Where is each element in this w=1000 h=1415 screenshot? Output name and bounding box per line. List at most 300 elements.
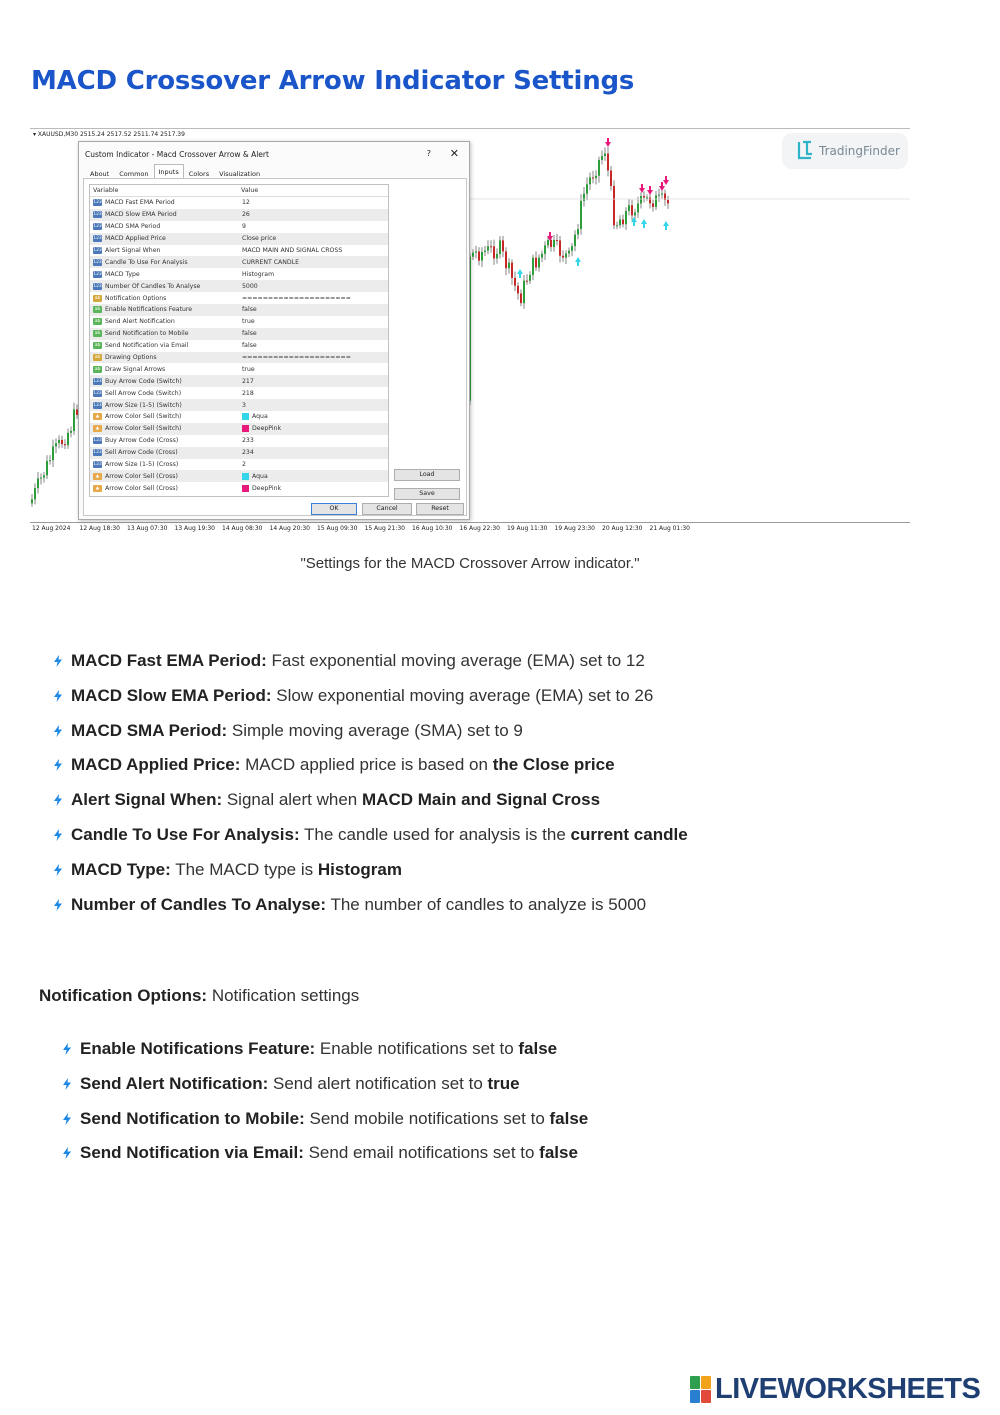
input-value[interactable] [242, 342, 257, 349]
list-item-text: MACD applied price is based on [240, 755, 493, 775]
list-item-label: MACD Slow EMA Period: [71, 685, 272, 705]
list-item-highlight: false [549, 1108, 589, 1128]
list-item-text: Slow exponential moving average (EMA) set to 26 [271, 685, 654, 705]
input-row[interactable] [90, 292, 388, 304]
candlestick [640, 192, 642, 208]
close-icon[interactable]: ✕ [449, 147, 459, 160]
candlestick [559, 236, 561, 262]
candlestick [541, 251, 543, 263]
list-item-highlight: the Close price [492, 755, 615, 775]
list-item [53, 825, 688, 860]
candlestick [31, 494, 33, 507]
input-value-text: 5000 [242, 282, 258, 290]
candlestick [643, 191, 645, 202]
candlestick [490, 240, 492, 253]
list-item-highlight: true [487, 1073, 520, 1093]
list-item [62, 1039, 588, 1074]
numeric-param-icon: 123 [93, 450, 102, 456]
input-value[interactable] [242, 330, 257, 337]
input-row[interactable] [90, 363, 388, 375]
candlestick [46, 455, 48, 479]
input-value[interactable] [242, 449, 254, 456]
list-item [53, 721, 688, 756]
candlestick [43, 472, 45, 483]
candlestick [478, 247, 480, 265]
list-item [53, 895, 688, 930]
input-value[interactable] [242, 366, 255, 373]
input-value-text: 233 [242, 437, 254, 445]
input-row[interactable] [90, 316, 388, 328]
list-item-label: Send Alert Notification: [80, 1073, 269, 1093]
liveworksheets-brand [690, 1373, 980, 1406]
candlestick [538, 254, 540, 271]
lightning-bolt-icon [53, 899, 63, 911]
input-value-text: true [242, 318, 255, 326]
separator-param-icon: ab [94, 355, 101, 361]
candlestick [553, 235, 555, 252]
input-row[interactable] [90, 399, 388, 411]
list-item-text: Send mobile notifications set to [304, 1108, 550, 1128]
input-row[interactable] [90, 268, 388, 280]
tradingfinder-logo [782, 133, 908, 169]
list-item [62, 1109, 588, 1144]
input-value[interactable] [242, 295, 351, 302]
list-item-highlight: MACD Main and Signal Cross [362, 790, 601, 810]
custom-indicator-dialog [78, 141, 470, 520]
sell-arrow-icon [647, 186, 653, 195]
candlestick [475, 246, 477, 258]
list-item-text: Enable notifications set to [315, 1039, 519, 1058]
candlestick [592, 171, 594, 184]
input-value[interactable] [242, 211, 250, 218]
input-variable-name: Arrow Size (1-5) (Cross) [105, 461, 179, 469]
input-variable-name: MACD SMA Period [105, 223, 161, 231]
candlestick [652, 200, 654, 212]
input-row[interactable] [90, 209, 388, 221]
candlestick [574, 230, 576, 251]
input-variable-name: Arrow Color Sell (Switch) [105, 425, 182, 433]
boolean-param-icon: ab [94, 319, 101, 325]
candlestick [64, 439, 66, 449]
input-value-text: DeepPink [252, 425, 282, 433]
candlestick [613, 180, 615, 229]
lightning-bolt-icon [53, 725, 63, 737]
color-param-icon: ▲ [93, 485, 102, 492]
input-row[interactable] [90, 256, 388, 268]
sell-arrow-icon [663, 176, 669, 185]
candlestick [604, 147, 606, 161]
input-variable-name: Buy Arrow Code (Switch) [105, 377, 182, 385]
cancel-button[interactable]: Cancel [362, 503, 412, 515]
input-variable-name: Buy Arrow Code (Cross) [105, 437, 179, 445]
input-variable-name: Arrow Size (1-5) (Switch) [105, 401, 182, 409]
time-axis-label: 13 Aug 07:30 [127, 525, 168, 532]
time-axis-label: 20 Aug 12:30 [602, 525, 643, 532]
buy-arrow-icon [641, 219, 647, 228]
time-axis-label: 14 Aug 20:30 [269, 525, 310, 532]
candlestick [496, 248, 498, 263]
numeric-param-icon: 123 [93, 248, 102, 253]
color-swatch [242, 485, 249, 492]
candlestick [622, 214, 624, 227]
indicator-screenshot [30, 128, 910, 537]
input-value[interactable] [242, 259, 299, 266]
list-item [62, 1074, 588, 1109]
input-row[interactable] [90, 280, 388, 292]
list-item-label: MACD Fast EMA Period: [71, 651, 267, 670]
input-value-text: false [242, 330, 257, 338]
dialog-tab-inputs[interactable]: Inputs [154, 164, 184, 182]
input-value[interactable] [242, 271, 274, 278]
sell-arrow-icon [659, 182, 665, 191]
candlestick [583, 187, 585, 207]
dialog-tab-common[interactable]: Common [119, 170, 149, 178]
input-value-text: false [242, 306, 257, 314]
input-row[interactable] [90, 197, 388, 209]
input-value-text: MACD MAIN AND SIGNAL CROSS [242, 247, 343, 254]
input-value-text: 3 [242, 401, 246, 409]
list-item-text: Fast exponential moving average (EMA) set to 12 [266, 651, 645, 670]
candlestick [586, 177, 588, 200]
list-item-text: Signal alert when [222, 790, 362, 810]
lightning-bolt-icon [53, 794, 63, 806]
time-axis-label: 16 Aug 22:30 [459, 525, 500, 532]
input-row[interactable] [90, 470, 388, 482]
candlestick [472, 249, 474, 260]
lightning-bolt-icon [53, 759, 63, 771]
input-value-text: true [242, 365, 255, 373]
separator-param-icon: ab [94, 295, 101, 301]
candlestick [481, 247, 483, 267]
numeric-param-icon: 123 [93, 462, 102, 468]
input-value[interactable] [242, 235, 276, 242]
numeric-param-icon: 123 [93, 390, 102, 396]
input-value-text: 218 [242, 389, 254, 397]
candlestick [487, 240, 489, 254]
input-row[interactable] [90, 245, 388, 257]
list-item-label: Send Notification via Email: [80, 1143, 304, 1163]
candlestick [544, 241, 546, 260]
lightning-bolt-icon [53, 690, 63, 702]
page-title: MACD Crossover Arrow Indicator Settings [31, 66, 635, 96]
candlestick [595, 170, 597, 184]
input-value-text: 217 [242, 377, 254, 385]
input-value[interactable] [242, 306, 257, 313]
list-item-text: The number of candles to analyze is 5000 [326, 894, 647, 914]
candlestick [658, 189, 660, 202]
lightning-bolt-icon [62, 1078, 72, 1090]
dialog-tab-about[interactable]: About [90, 170, 110, 178]
input-value[interactable] [242, 223, 246, 230]
numeric-param-icon: 123 [93, 402, 102, 408]
list-item-highlight: false [539, 1143, 578, 1163]
candlestick [52, 440, 54, 467]
list-item-label: Enable Notifications Feature: [80, 1039, 316, 1058]
input-variable-name: Sell Arrow Code (Switch) [105, 389, 182, 397]
input-row[interactable] [90, 459, 388, 471]
input-variable-name: MACD Applied Price [105, 235, 166, 243]
buy-arrow-icon [663, 221, 669, 230]
input-variable-name: Arrow Color Sell (Switch) [105, 413, 182, 421]
list-item [53, 790, 688, 825]
input-row[interactable] [90, 482, 388, 494]
candlestick [598, 157, 600, 183]
input-row[interactable] [90, 340, 388, 352]
input-variable-name: Notification Options [105, 294, 167, 302]
candlestick [556, 234, 558, 245]
column-header-variable: Variable [93, 187, 119, 194]
candlestick [526, 274, 528, 285]
boolean-param-icon: ab [94, 331, 101, 337]
lightning-bolt-icon [62, 1147, 72, 1159]
list-item-text: The MACD type is [170, 859, 318, 879]
time-axis-label: 21 Aug 01:30 [649, 525, 690, 532]
main-settings-list [53, 651, 688, 929]
candlestick [49, 455, 51, 465]
list-item-highlight: current candle [570, 824, 688, 844]
notification-settings-list [62, 1039, 588, 1178]
input-variable-name: Candle To Use For Analysis [105, 258, 188, 266]
input-row[interactable] [90, 233, 388, 245]
candlestick [517, 282, 519, 299]
input-variable-name: Enable Notifications Feature [105, 306, 193, 314]
time-axis-label: 14 Aug 08:30 [222, 525, 263, 532]
lightning-bolt-icon [53, 655, 63, 667]
color-param-icon: ▲ [93, 425, 102, 432]
candlestick [571, 243, 573, 256]
candlestick [58, 435, 60, 448]
time-axis-label: 19 Aug 23:30 [554, 525, 595, 532]
input-value-text: Aqua [252, 472, 268, 480]
list-item-label: Candle To Use For Analysis: [71, 824, 300, 844]
input-value[interactable] [242, 402, 246, 409]
inputs-table-header [90, 185, 388, 197]
time-axis-label: 12 Aug 18:30 [79, 525, 120, 532]
candlestick [61, 436, 63, 448]
candlestick [610, 166, 612, 191]
numeric-param-icon: 123 [93, 438, 102, 444]
input-row[interactable] [90, 447, 388, 459]
input-variable-name: Send Notification via Email [105, 342, 189, 350]
candlestick [505, 247, 507, 275]
list-item [53, 651, 688, 686]
time-axis [30, 522, 910, 537]
time-axis-label: 12 Aug 2024 [32, 525, 71, 532]
input-row[interactable] [90, 304, 388, 316]
input-variable-name: Arrow Color Sell (Cross) [105, 472, 178, 480]
input-value-text: 12 [242, 199, 250, 207]
candlestick [502, 236, 504, 257]
color-swatch [242, 413, 249, 420]
input-value[interactable] [242, 425, 281, 432]
list-item-label: MACD Type: [71, 859, 171, 879]
input-row[interactable] [90, 387, 388, 399]
list-item-highlight: false [518, 1039, 558, 1058]
inputs-tab-panel [83, 178, 467, 516]
color-swatch [242, 425, 249, 432]
list-item-label: Number of Candles To Analyse: [71, 894, 327, 914]
input-variable-name: Send Notification to Mobile [105, 330, 189, 338]
boolean-param-icon: ab [94, 307, 101, 313]
lightning-bolt-icon [53, 864, 63, 876]
candlestick [619, 215, 621, 228]
dialog-tab-colors[interactable]: Colors [188, 170, 210, 178]
candlestick [631, 200, 633, 220]
list-item-text: Send alert notification set to [268, 1073, 488, 1093]
lightning-bolt-icon [62, 1113, 72, 1125]
sell-arrow-icon [605, 138, 611, 147]
candlestick [55, 438, 57, 453]
candlestick [523, 275, 525, 309]
candlestick [667, 196, 669, 209]
input-value[interactable] [242, 199, 250, 206]
list-item [53, 755, 688, 790]
candlestick [664, 190, 666, 206]
input-value[interactable] [242, 247, 342, 254]
candlestick [511, 259, 513, 285]
input-value[interactable] [242, 378, 254, 385]
candlestick [580, 194, 582, 234]
candlestick [607, 147, 609, 176]
input-value[interactable] [242, 283, 258, 290]
input-value-text: 9 [242, 223, 246, 231]
candlestick [70, 427, 72, 438]
candlestick [508, 258, 510, 273]
color-param-icon: ▲ [93, 473, 102, 480]
numeric-param-icon: 123 [93, 259, 102, 265]
candlestick [520, 289, 522, 306]
color-swatch [242, 473, 249, 480]
chart-header: ▾ XAUUSD,M30 2515.24 2517.52 2511.74 2517.39 [33, 131, 185, 138]
numeric-param-icon: 123 [93, 200, 102, 206]
tradingfinder-logo-icon [796, 140, 814, 162]
column-header-value: Value [241, 187, 259, 194]
dialog-tab-visualization[interactable]: Visualization [219, 170, 261, 178]
input-value[interactable] [242, 390, 254, 397]
candlestick [649, 193, 651, 209]
candlestick [514, 271, 516, 291]
candlestick [589, 172, 591, 190]
candlestick [646, 194, 648, 200]
input-value-text: CURRENT CANDLE [242, 258, 300, 266]
candlestick [532, 255, 534, 280]
candlestick [601, 150, 603, 164]
candlestick [568, 247, 570, 257]
input-value-text: 2 [242, 461, 246, 469]
input-value[interactable] [242, 437, 254, 444]
time-axis-label: 13 Aug 19:30 [174, 525, 215, 532]
input-value[interactable] [242, 354, 351, 361]
liveworksheets-logo-icon [690, 1376, 711, 1403]
input-variable-name: Drawing Options [105, 354, 157, 362]
numeric-param-icon: 123 [93, 283, 102, 289]
time-axis-label: 19 Aug 11:30 [507, 525, 548, 532]
input-row[interactable] [90, 423, 388, 435]
list-item-label: MACD SMA Period: [71, 720, 228, 740]
ok-button[interactable]: OK [311, 503, 357, 515]
list-item-text: Send email notifications set to [303, 1143, 540, 1163]
candlestick [562, 250, 564, 261]
input-variable-name: Sell Arrow Code (Cross) [105, 449, 178, 457]
input-variable-name: Alert Signal When [105, 247, 161, 254]
list-item-highlight: Histogram [317, 859, 402, 879]
candlestick [625, 207, 627, 230]
input-variable-name: MACD Type [105, 270, 140, 278]
candlestick [616, 222, 618, 230]
load-button[interactable]: Load [394, 469, 460, 481]
input-value-text: 26 [242, 211, 250, 219]
input-row[interactable] [90, 411, 388, 423]
lightning-bolt-icon [53, 829, 63, 841]
input-value[interactable] [242, 473, 268, 480]
input-value[interactable] [242, 413, 268, 420]
color-param-icon: ▲ [93, 413, 102, 420]
input-value[interactable] [242, 485, 281, 492]
candlestick [73, 403, 75, 435]
input-value-text: ===================== [242, 294, 351, 302]
input-value-text: ===================== [242, 354, 351, 362]
input-variable-name: Draw Signal Arrows [105, 365, 166, 373]
time-axis-label: 15 Aug 21:30 [364, 525, 405, 532]
list-item-text: The candle used for analysis is the [299, 824, 571, 844]
dialog-title: Custom Indicator - Macd Crossover Arrow & Alert [85, 150, 269, 159]
liveworksheets-brand-text: LIVEWORKSHEETS [715, 1373, 981, 1405]
buy-arrow-icon [517, 269, 523, 278]
input-row[interactable] [90, 435, 388, 447]
input-value-text: Aqua [252, 413, 268, 421]
numeric-param-icon: 123 [93, 236, 102, 242]
input-row[interactable] [90, 375, 388, 387]
time-axis-label: 16 Aug 10:30 [412, 525, 453, 532]
list-item [62, 1143, 588, 1178]
list-item-text: Simple moving average (SMA) set to 9 [227, 720, 523, 740]
numeric-param-icon: 123 [93, 224, 102, 230]
input-row[interactable] [90, 352, 388, 364]
reset-button[interactable]: Reset [416, 503, 464, 515]
inputs-table [89, 184, 389, 497]
input-value-text: Close price [242, 235, 277, 243]
buy-arrow-icon [575, 257, 581, 266]
input-row[interactable] [90, 221, 388, 233]
candlestick [40, 474, 42, 485]
numeric-param-icon: 123 [93, 271, 102, 277]
input-value[interactable] [242, 318, 255, 325]
input-value[interactable] [242, 461, 246, 468]
list-item-label: Send Notification to Mobile: [80, 1108, 305, 1128]
candlestick [628, 199, 630, 215]
input-row[interactable] [90, 328, 388, 340]
candlestick [484, 246, 486, 256]
figure-caption: "Settings for the MACD Crossover Arrow indicator." [300, 555, 640, 572]
candlestick [535, 251, 537, 271]
candlestick [37, 472, 39, 494]
input-variable-name: MACD Fast EMA Period [105, 199, 175, 207]
help-icon[interactable]: ? [426, 149, 431, 158]
list-item [53, 686, 688, 721]
notification-options-heading [39, 986, 359, 1006]
lightning-bolt-icon [62, 1043, 72, 1055]
boolean-param-icon: ab [94, 366, 101, 372]
input-variable-name: MACD Slow EMA Period [105, 211, 177, 219]
numeric-param-icon: 123 [93, 378, 102, 384]
save-button[interactable]: Save [394, 488, 460, 500]
list-item-label: Alert Signal When: [71, 790, 223, 810]
list-item-label: MACD Applied Price: [71, 755, 241, 775]
input-variable-name: Send Alert Notification [105, 318, 175, 326]
input-value-text: Histogram [242, 270, 275, 278]
candlestick [493, 240, 495, 265]
notification-options-text: Notification settings [207, 986, 360, 1005]
